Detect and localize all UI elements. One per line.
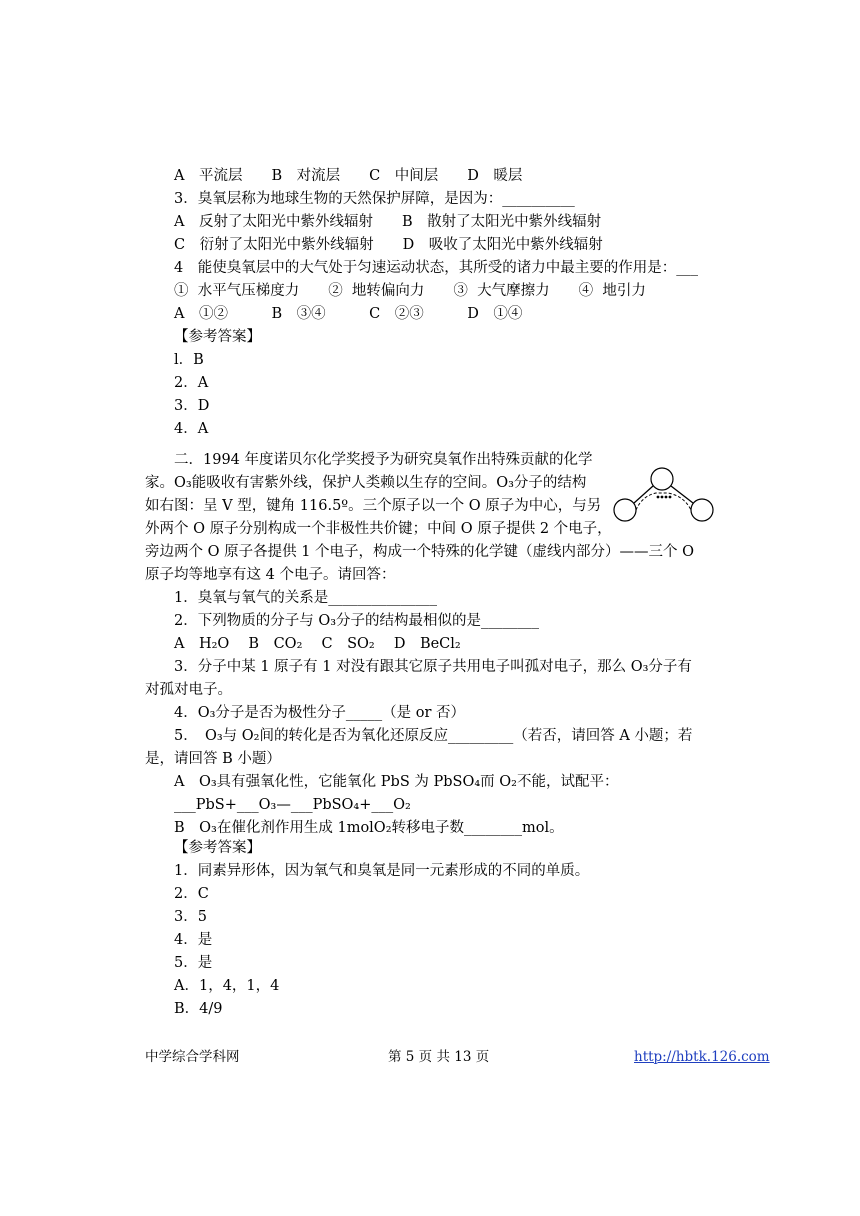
question-5-cont: 是，请回答 B 小题） <box>145 751 281 767</box>
answer-item: 4．是 <box>174 932 213 948</box>
answer-item: 5．是 <box>174 955 213 971</box>
center-oxygen-atom <box>651 468 673 490</box>
answer-item: 2．A <box>174 375 209 391</box>
left-oxygen-atom <box>614 499 636 521</box>
question-4: 4．O₃分子是否为极性分子_____（是 or 否） <box>174 705 466 721</box>
intro-line: 旁边两个 O 原子各提供 1 个电子，构成一个特殊的化学键（虚线内部分）——三个 O <box>145 544 695 560</box>
answer-item: 4．A <box>174 421 209 437</box>
right-oxygen-atom <box>691 499 713 521</box>
answer-item: B．4/9 <box>174 1001 223 1017</box>
answer-item: 3．5 <box>174 909 207 925</box>
question-3: 3．分子中某 1 原子有 1 对没有跟其它原子共用电子叫孤对电子，那么 O₃分子有 <box>174 659 692 675</box>
answer-item: 3．D <box>174 398 210 414</box>
question-4-items: ① 水平气压梯度力 ② 地转偏向力 ③ 大气摩擦力 ④ 地引力 <box>174 283 646 299</box>
question-4-options: A ①② B ③④ C ②③ D ①④ <box>174 306 523 322</box>
electron-dot <box>661 496 664 499</box>
answer-item: A．1，4，1，4 <box>174 978 280 994</box>
footer-page-number: 第 5 页 共 13 页 <box>388 1049 490 1065</box>
question-3: 3．臭氧层称为地球生物的天然保护屏障，是因为：__________ <box>174 191 575 207</box>
ozone-molecule-figure <box>612 466 716 528</box>
question-5a: A O₃具有强氧化性，它能氧化 PbS 为 PbSO₄而 O₂不能，试配平： <box>174 774 619 790</box>
question-1: 1．臭氧与氧气的关系是_______________ <box>174 590 437 606</box>
question-3-options-ab: A 反射了太阳光中紫外线辐射 B 散射了太阳光中紫外线辐射 <box>174 214 602 230</box>
question-4: 4 能使臭氧层中的大气处于匀速运动状态，其所受的诸力中最主要的作用是：___ <box>174 260 698 276</box>
question-3-cont: 对孤对电子。 <box>145 682 232 698</box>
electron-dot <box>669 496 672 499</box>
question-3-options-cd: C 衍射了太阳光中紫外线辐射 D 吸收了太阳光中紫外线辐射 <box>174 237 603 253</box>
footer-url-container <box>634 1048 770 1066</box>
intro-line: 原子均等地享有这 4 个电子。请回答： <box>145 567 396 583</box>
intro-line: 外两个 O 原子分别构成一个非极性共价键；中间 O 原子提供 2 个电子， <box>145 521 612 537</box>
answer-item: 2．C <box>174 886 209 902</box>
electron-dot <box>657 496 660 499</box>
answer-item: 1．同素异形体，因为氧气和臭氧是同一元素形成的不同的单质。 <box>174 863 590 879</box>
answer-item: l．B <box>174 352 204 368</box>
intro-line: 家。O₃能吸收有害紫外线，保护人类赖以生存的空间。O₃分子的结构 <box>145 475 587 491</box>
answer-heading: 【参考答案】 <box>174 840 261 856</box>
footer-url-link[interactable]: http://hbtk.126.com <box>634 1049 770 1065</box>
question-2-options: A H₂O B CO₂ C SO₂ D BeCl₂ <box>174 636 461 652</box>
question-5a-equation: ___PbS+___O₃—___PbSO₄+___O₂ <box>174 797 411 813</box>
answer-heading: 【参考答案】 <box>174 329 261 345</box>
question-5: 5． O₃与 O₂间的转化是否为氧化还原反应_________（若否，请回答 A 小题；若 <box>174 728 693 744</box>
intro-line: 二．1994 年度诺贝尔化学奖授予为研究臭氧作出特殊贡献的化学 <box>174 452 593 468</box>
electron-dot <box>665 496 668 499</box>
footer-site-name: 中学综合学科网 <box>145 1049 240 1065</box>
intro-line: 如右图：呈 V 型，键角 116.5º。三个原子以一个 O 原子为中心，与另 <box>145 498 602 514</box>
question-2: 2．下列物质的分子与 O₃分子的结构最相似的是________ <box>174 613 540 629</box>
question-5b: B O₃在催化剂作用生成 1molO₂转移电子数________mol。 <box>174 820 564 836</box>
options-row: A 平流层 B 对流层 C 中间层 D 暖层 <box>174 168 523 184</box>
